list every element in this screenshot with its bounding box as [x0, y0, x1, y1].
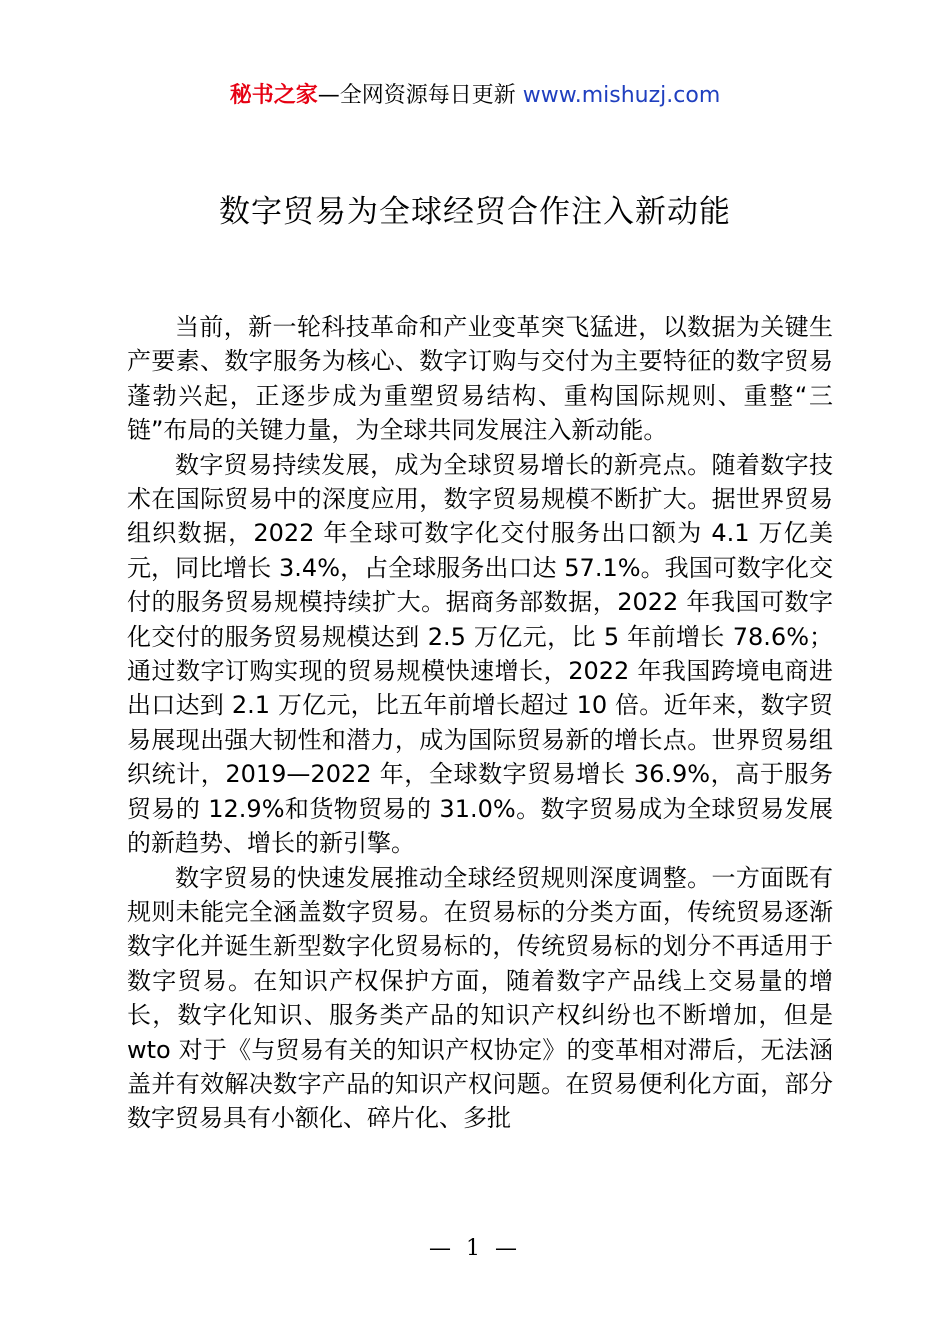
paragraph: 当前，新一轮科技革命和产业变革突飞猛进，以数据为关键生产要素、数字服务为核心、数字订购与交付为主要特征的数字贸易蓬勃兴起，正逐步成为重塑贸易结构、重构国际规则、重整“三链”布局的关键力量，为全球共同发展注入新动能。	[127, 313, 833, 445]
site-url-link[interactable]: www.mishuzj.com	[522, 83, 721, 108]
paragraph: 数字贸易的快速发展推动全球经贸规则深度调整。一方面既有规则未能完全涵盖数字贸易。在贸易标的分类方面，传统贸易逐渐数字化并诞生新型数字化贸易标的，传统贸易标的划分不再适用于数字贸易。在知识产权保护方面，随着数字产品线上交易量的增长，数字化知识、服务类产品的知识产权纠纷也不断增加，但是 wto 对于《与贸易有关的知识产权协定》的变革相对滞后，无法涵盖并有效解决数字产品的知识产权问题。在贸易便利化方面，部分数字贸易具有小额化、碎片化、多批	[127, 863, 833, 1133]
document-body	[127, 310, 833, 1136]
site-brand: 秘书之家	[229, 83, 318, 108]
site-tagline: —全网资源每日更新	[317, 83, 516, 108]
site-header	[0, 80, 950, 112]
paragraph: 数字贸易持续发展，成为全球贸易增长的新亮点。随着数字技术在国际贸易中的深度应用，数字贸易规模不断扩大。据世界贸易组织数据，2022 年全球可数字化交付服务出口额为 4.1 万亿美元，同比增长 3.4%，占全球服务出口达 57.1%。我国可数字化交付的服务贸易规模持续扩大。据商务部数据，2022 年我国可数字化交付的服务贸易规模达到 2.5 万亿元，比 5 年前增长 78.6%；通过数字订购实现的贸易规模快速增长，2022 年我国跨境电商进出口达到 2.1 万亿元，比五年前增长超过 10 倍。近年来，数字贸易展现出强大韧性和潜力，成为国际贸易新的增长点。世界贸易组织统计，2019—2022 年，全球数字贸易增长 36.9%，高于服务贸易的 12.9%和货物贸易的 31.0%。数字贸易成为全球贸易发展的新趋势、增长的新引擎。	[127, 450, 833, 858]
document-title: 数字贸易为全球经贸合作注入新动能	[219, 194, 731, 230]
page-number: — 1 —	[429, 1236, 521, 1261]
